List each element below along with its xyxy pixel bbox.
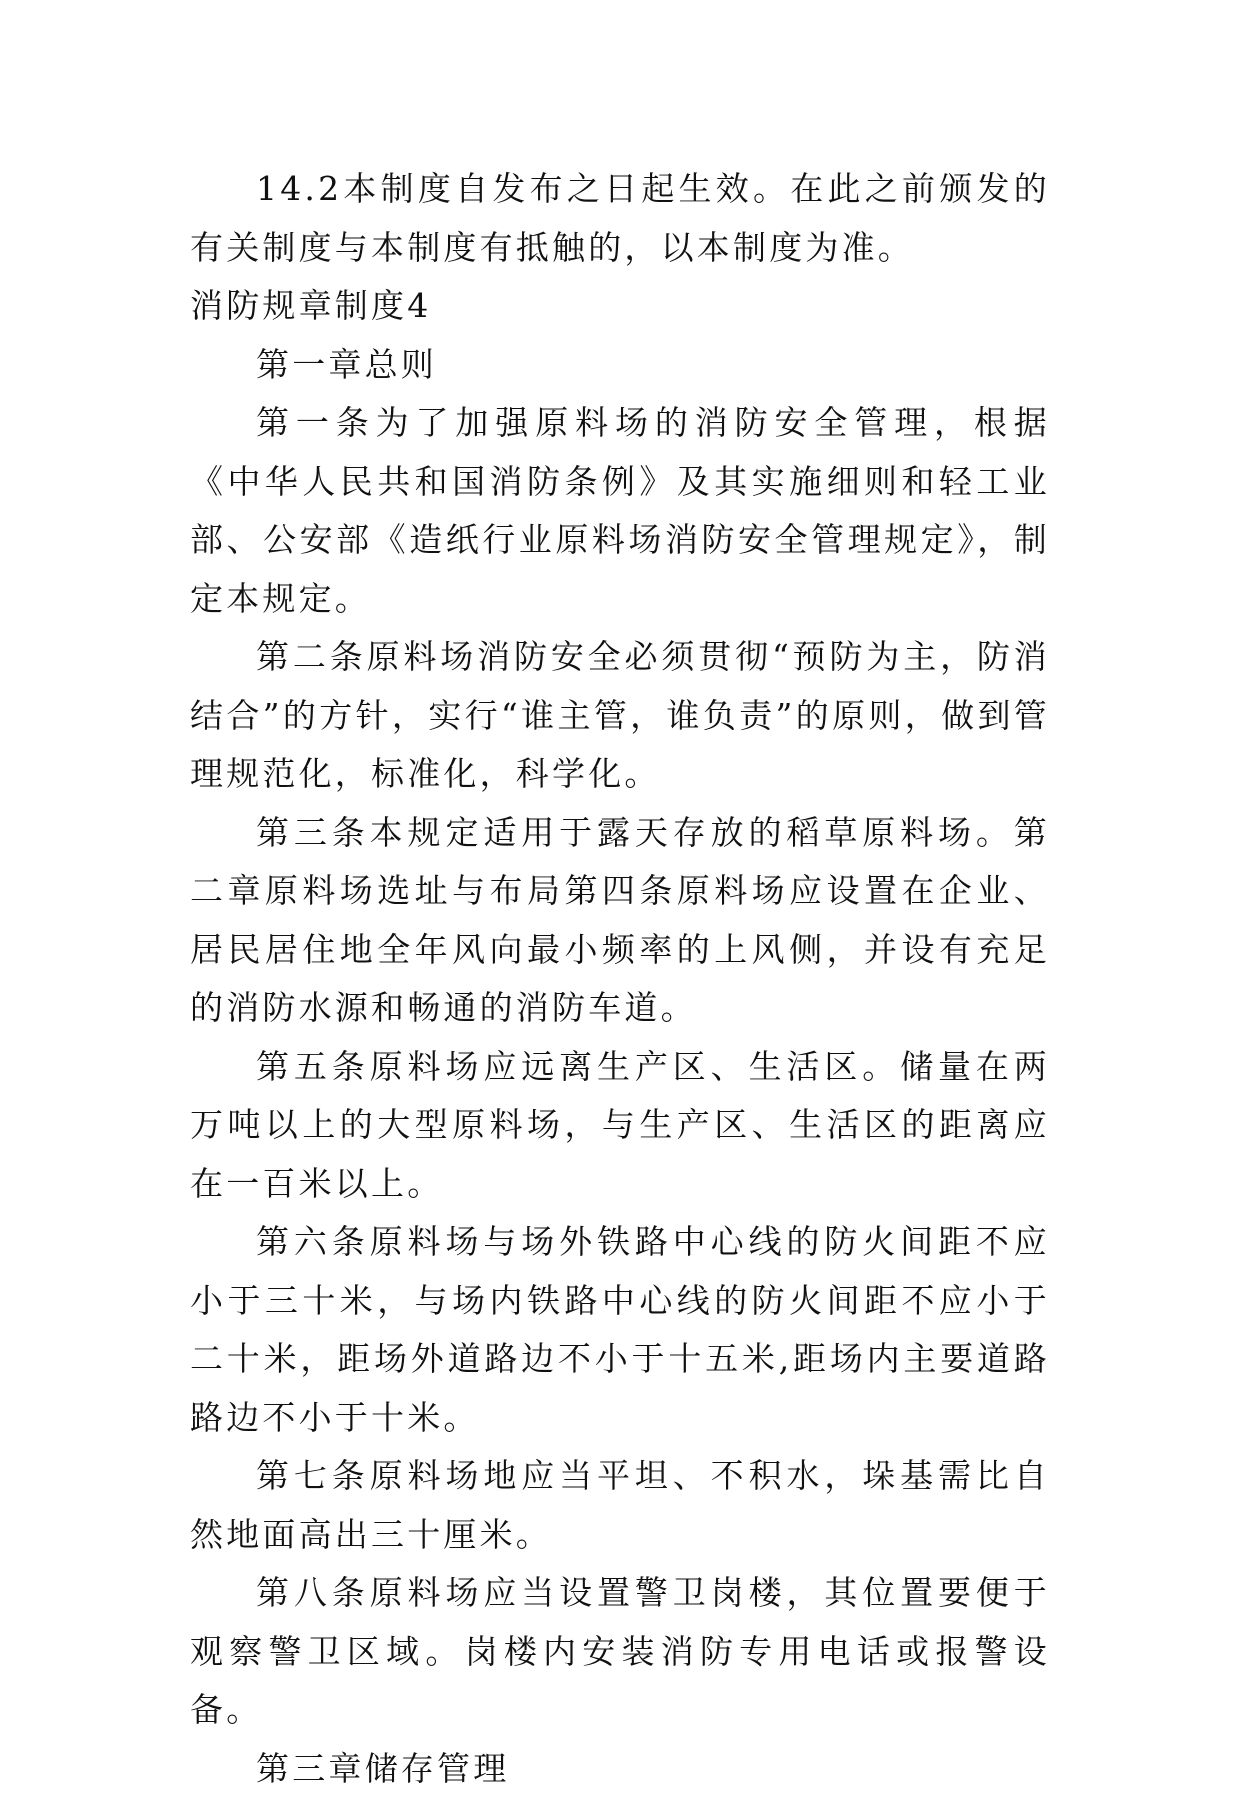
- document-body: [190, 160, 1050, 1798]
- chapter-heading-1: 第一章总则: [190, 336, 1050, 395]
- article-2: 第二条原料场消防安全必须贯彻“预防为主，防消结合”的方针，实行“谁主管，谁负责”的原则，做到管理规范化，标准化，科学化。: [190, 628, 1050, 804]
- article-1: 第一条为了加强原料场的消防安全管理，根据《中华人民共和国消防条例》及其实施细则和轻工业部、公安部《造纸行业原料场消防安全管理规定》，制定本规定。: [190, 394, 1050, 628]
- section-title: 消防规章制度4: [190, 277, 1050, 336]
- article-6: 第六条原料场与场外铁路中心线的防火间距不应小于三十米，与场内铁路中心线的防火间距不应小于二十米，距场外道路边不小于十五米,距场内主要道路路边不小于十米。: [190, 1213, 1050, 1447]
- article-8: 第八条原料场应当设置警卫岗楼，其位置要便于观察警卫区域。岗楼内安装消防专用电话或报警设备。: [190, 1564, 1050, 1740]
- article-7: 第七条原料场地应当平坦、不积水，垛基需比自然地面高出三十厘米。: [190, 1447, 1050, 1564]
- article-3-4: 第三条本规定适用于露天存放的稻草原料场。第二章原料场选址与布局第四条原料场应设置在企业、居民居住地全年风向最小频率的上风侧，并设有充足的消防水源和畅通的消防车道。: [190, 804, 1050, 1038]
- chapter-heading-3: 第三章储存管理: [190, 1740, 1050, 1798]
- article-5: 第五条原料场应远离生产区、生活区。储量在两万吨以上的大型原料场，与生产区、生活区的距离应在一百米以上。: [190, 1038, 1050, 1214]
- paragraph-14-2: 14.2本制度自发布之日起生效。在此之前颁发的有关制度与本制度有抵触的，以本制度为准。: [190, 160, 1050, 277]
